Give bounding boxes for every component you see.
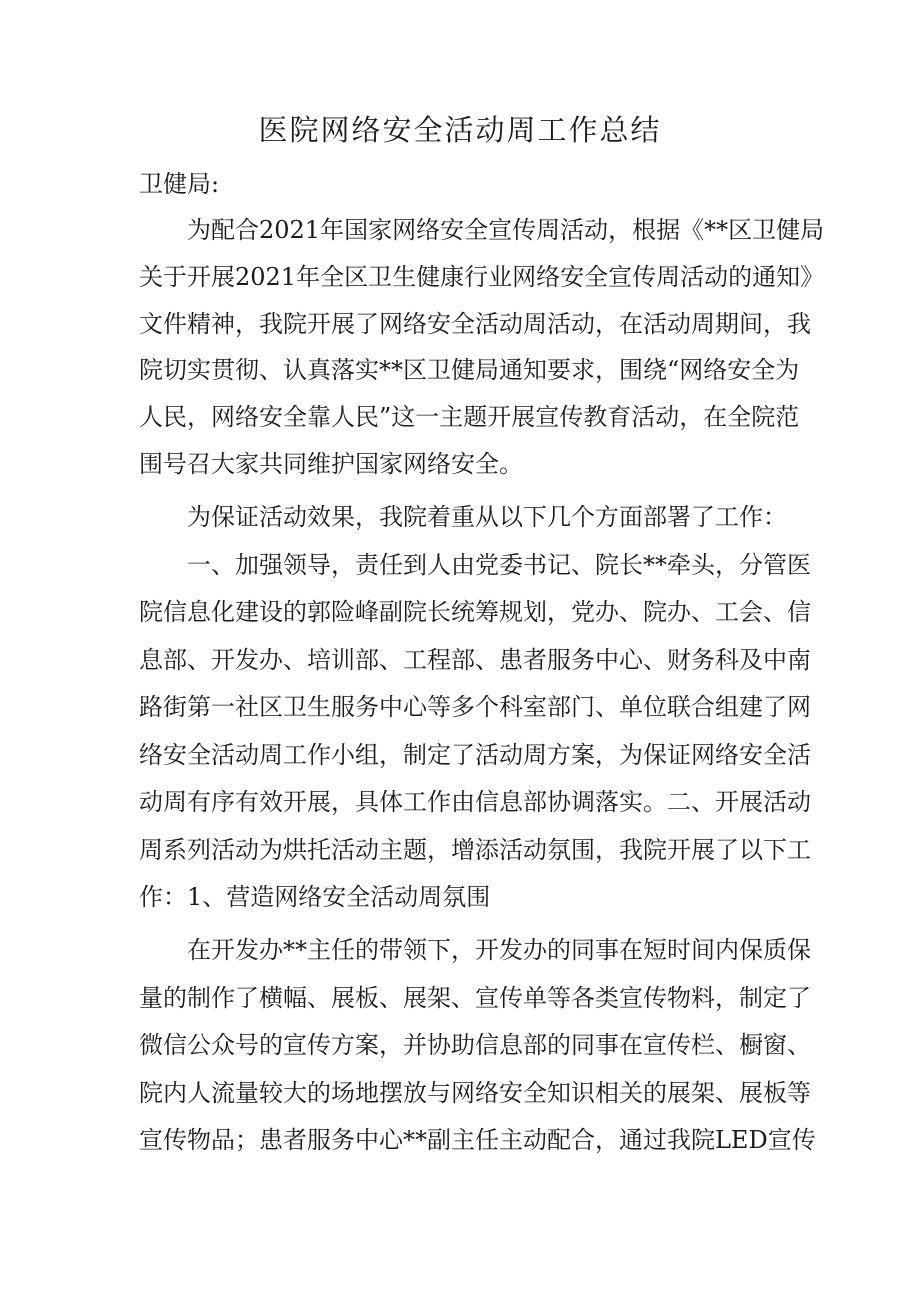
- paragraph-line: 周系列活动为烘托活动主题，增添活动氛围，我院开展了以下工: [139, 836, 811, 864]
- paragraph-line: 一、加强领导，责任到人由党委书记、院长**牵头，分管医: [187, 551, 811, 579]
- paragraph-line: 量的制作了横幅、展板、展架、宣传单等各类宣传物料，制定了: [139, 984, 811, 1012]
- paragraph-line: 文件精神，我院开展了网络安全活动周活动，在活动周期间，我: [139, 310, 811, 338]
- paragraph-line: 在开发办**主任的带领下，开发办的同事在短时间内保质保: [187, 936, 811, 964]
- paragraph-line: 院内人流量较大的场地摆放与网络安全知识相关的展架、展板等: [139, 1079, 811, 1107]
- paragraph-line: 为保证活动效果，我院着重从以下几个方面部署了工作：: [187, 503, 787, 531]
- paragraph-line: 关于开展2021年全区卫生健康行业网络安全宣传周活动的通知》: [139, 263, 825, 291]
- paragraph-line: 络安全活动周工作小组，制定了活动周方案，为保证网络安全活: [139, 741, 811, 769]
- paragraph-line: 宣传物品；患者服务中心**副主任主动配合，通过我院LED宣传: [139, 1126, 816, 1154]
- document-title: 医院网络安全活动周工作总结: [258, 113, 662, 147]
- paragraph-line: 院切实贯彻、认真落实**区卫健局通知要求，围绕“网络安全为: [139, 356, 800, 384]
- paragraph-line: 路街第一社区卫生服务中心等多个科室部门、单位联合组建了网: [139, 693, 811, 721]
- paragraph-line: 院信息化建设的郭险峰副院长统筹规划，党办、院办、工会、信: [139, 598, 811, 626]
- paragraph-line: 息部、开发办、培训部、工程部、患者服务中心、财务科及中南: [139, 646, 811, 674]
- paragraph-line: 围号召大家共同维护国家网络安全。: [139, 450, 523, 478]
- paragraph-line: 动周有序有效开展，具体工作由信息部协调落实。二、开展活动: [139, 788, 811, 816]
- paragraph-line: 作：1、营造网络安全活动周氛围: [139, 883, 491, 911]
- paragraph-line: 为配合2021年国家网络安全宣传周活动，根据《**区卫健局: [187, 216, 825, 244]
- salutation: 卫健局:: [139, 170, 220, 198]
- paragraph-line: 人民，网络安全靠人民”这一主题开展宣传教育活动，在全院范: [139, 403, 800, 431]
- paragraph-line: 微信公众号的宣传方案，并协助信息部的同事在宣传栏、橱窗、: [139, 1031, 811, 1059]
